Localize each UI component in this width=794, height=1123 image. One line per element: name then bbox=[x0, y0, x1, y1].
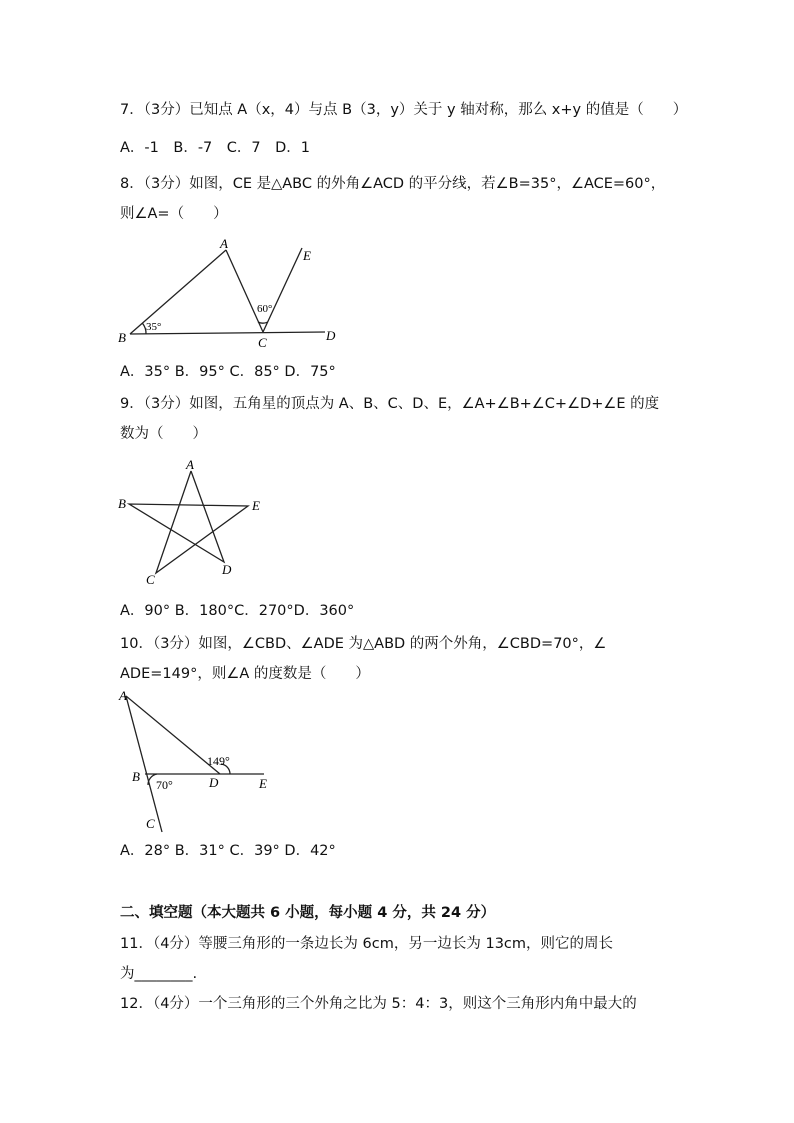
q10-angle-CBD-label: 70° bbox=[156, 778, 173, 792]
q11-stem-line1: 11．（4分）等腰三角形的一条边长为 6cm，另一边长为 13cm，则它的周长 bbox=[120, 936, 614, 952]
q9-stem-line1: 9．（3分）如图，五角星的顶点为 A、B、C、D、E，∠A+∠B+∠C+∠D+∠E 的度 bbox=[120, 396, 660, 412]
q8-options: A．35° B．95° C．85° D．75° bbox=[120, 364, 336, 380]
q11-stem-line2: 为________. bbox=[120, 966, 198, 982]
q10-label-E: E bbox=[259, 776, 267, 791]
q7-stem: 7．（3分）已知点 A（x，4）与点 B（3，y）关于 y 轴对称，那么 x+y 的值是（ ） bbox=[120, 102, 688, 118]
q10-angle-ADE-label: 149° bbox=[207, 754, 230, 768]
q8-angle-ACE-label: 60° bbox=[257, 303, 273, 315]
q8-triangle-figure bbox=[110, 232, 350, 354]
q10-stem-line1: 10．（3分）如图，∠CBD、∠ADE 为△ABD 的两个外角，∠CBD=70°，∠ bbox=[120, 636, 607, 652]
q12-stem-line1: 12．（4分）一个三角形的三个外角之比为 5：4：3，则这个三角形内角中最大的 bbox=[120, 996, 637, 1012]
q10-options: A．28° B．31° C．39° D．42° bbox=[120, 843, 336, 859]
q9-label-D: D bbox=[222, 562, 232, 577]
q10-label-A: A bbox=[119, 688, 127, 703]
q8-stem-line1: 8．（3分）如图，CE 是△ABC 的外角∠ACD 的平分线，若∠B=35°，∠ACE=60°， bbox=[120, 176, 666, 192]
q10-triangle-figure bbox=[112, 686, 282, 836]
q8-label-B: B bbox=[118, 330, 126, 345]
q9-label-C: C bbox=[146, 572, 155, 587]
q10-label-D: D bbox=[209, 775, 219, 790]
section2-heading: 二、填空题（本大题共 6 小题，每小题 4 分，共 24 分） bbox=[120, 905, 496, 921]
q10-stem-line2: ADE=149°，则∠A 的度数是（ ） bbox=[120, 666, 370, 682]
q7-options: A．-1 B．-7 C．7 D．1 bbox=[120, 140, 311, 156]
q8-label-A: A bbox=[220, 236, 228, 251]
q8-label-D: D bbox=[326, 328, 336, 343]
q10-label-B: B bbox=[132, 769, 140, 784]
q8-label-C: C bbox=[258, 335, 267, 350]
q9-stem-line2: 数为（ ） bbox=[120, 426, 207, 442]
q9-pentagram-figure bbox=[112, 454, 272, 590]
q10-label-C: C bbox=[146, 816, 155, 831]
q8-stem-line2: 则∠A=（ ） bbox=[120, 206, 228, 222]
q8-label-E: E bbox=[303, 248, 311, 263]
q8-angle-B-label: 35° bbox=[146, 321, 162, 333]
q9-label-E: E bbox=[252, 498, 260, 513]
q9-options: A．90° B．180°C．270°D．360° bbox=[120, 603, 355, 619]
q9-label-A: A bbox=[186, 457, 194, 472]
q9-label-B: B bbox=[118, 496, 126, 511]
